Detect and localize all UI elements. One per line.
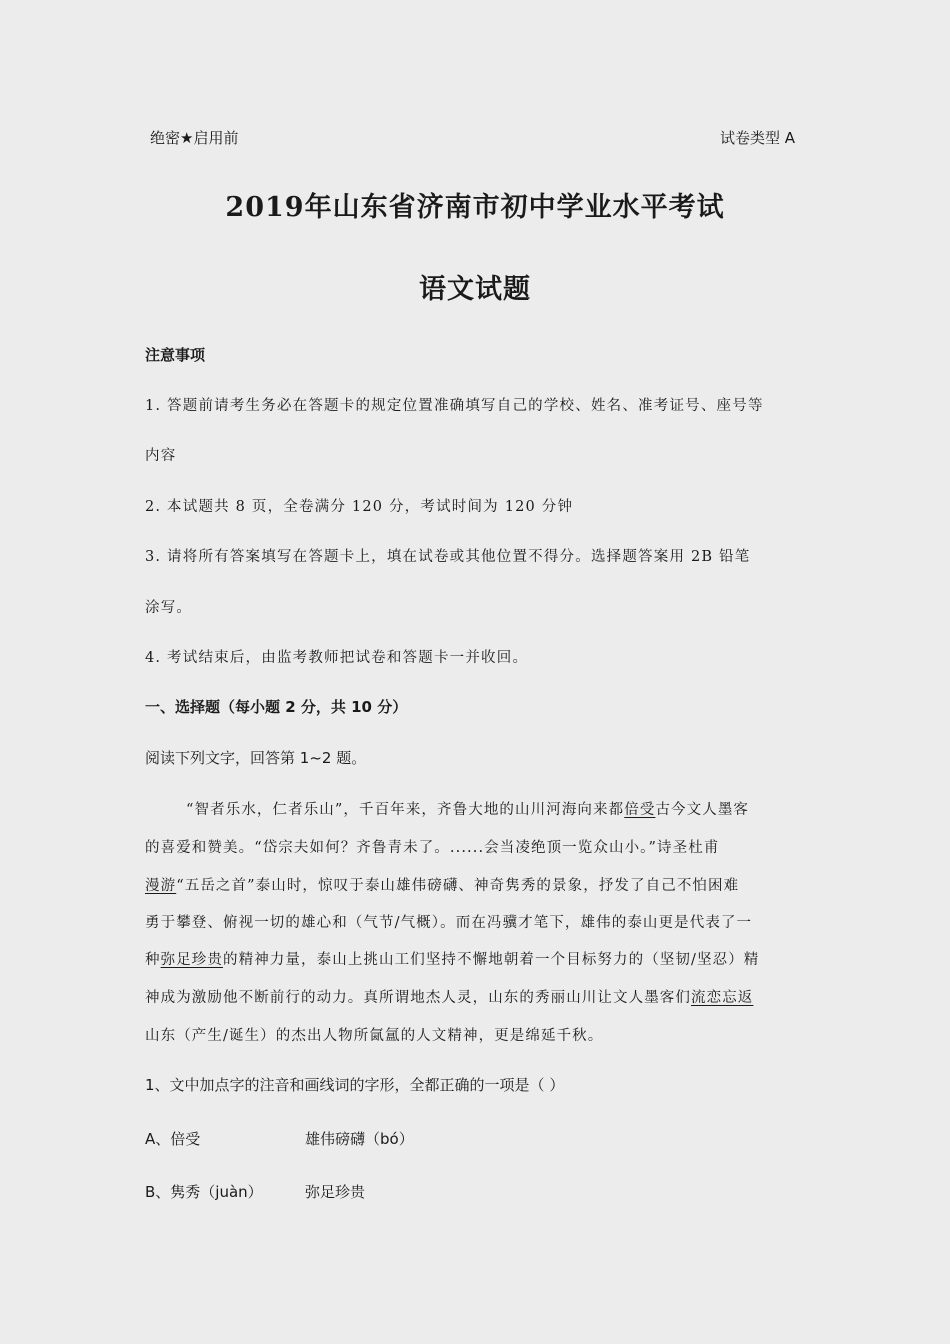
notice-line: 1. 答题前请考生务必在答题卡的规定位置准确填写自己的学校、姓名、准考证号、座号等 xyxy=(145,398,764,414)
option-a-text: 雄伟磅礴（bó） xyxy=(305,1130,414,1148)
passage-line: 神成为激励他不断前行的动力。真所谓地杰人灵，山东的秀丽山川让文人墨客们流恋忘返 xyxy=(145,990,754,1006)
passage-line: 勇于攀登、俯视一切的雄心和（气节/气概）。而在冯骥才笔下，雄伟的泰山更是代表了一 xyxy=(145,915,753,931)
exam-subtitle: 语文试题 xyxy=(419,274,531,305)
section-heading: 一、选择题（每小题 2 分，共 10 分） xyxy=(145,698,408,716)
underlined-word: 倍受 xyxy=(624,802,656,818)
passage-line: 种弥足珍贵的精神力量，泰山上挑山工们坚持不懈地朝着一个目标努力的（坚韧/坚忍）精 xyxy=(145,952,760,968)
exam-title: 2019年山东省济南市初中学业水平考试 xyxy=(225,192,725,223)
notice-line: 3. 请将所有答案填写在答题卡上，填在试卷或其他位置不得分。选择题答案用 2B 铅笔 xyxy=(145,549,751,565)
passage-line: 漫游“五岳之首”泰山时，惊叹于泰山雄伟磅礴、神奇隽秀的景象，抒发了自己不怕困难 xyxy=(145,878,740,894)
notice-line: 涂写。 xyxy=(145,600,193,616)
notice-line: 2. 本试题共 8 页，全卷满分 120 分，考试时间为 120 分钟 xyxy=(145,499,574,515)
underlined-word: 弥足珍贵 xyxy=(160,952,224,968)
notice-heading: 注意事项 xyxy=(145,346,206,364)
passage-line: 的喜爱和赞美。“岱宗夫如何？齐鲁青未了。......会当凌绝顶一览众山小。”诗圣杜甫 xyxy=(145,840,720,856)
passage-line: 山东（产生/诞生）的杰出人物所氤氲的人文精神，更是绵延千秋。 xyxy=(145,1028,604,1044)
underlined-word: 漫游 xyxy=(145,878,177,894)
underlined-word: 流恋忘返 xyxy=(691,990,754,1006)
notice-line: 内容 xyxy=(145,448,177,464)
option-a-label: A、倍受 xyxy=(145,1130,201,1148)
notice-line: 4. 考试结束后，由监考教师把试卷和答题卡一并收回。 xyxy=(145,650,529,666)
question-stem: 1、文中加点字的注音和画线词的字形，全都正确的一项是（ ） xyxy=(145,1076,565,1094)
passage-line: “智者乐水，仁者乐山”，千百年来，齐鲁大地的山川河海向来都倍受古今文人墨客 xyxy=(186,802,750,818)
option-b-label: B、隽秀（juàn） xyxy=(145,1183,263,1201)
paper-type-label: 试卷类型 A xyxy=(720,129,796,147)
confidential-label: 绝密★启用前 xyxy=(150,129,239,147)
option-b-text: 弥足珍贵 xyxy=(305,1183,366,1201)
section-instruction: 阅读下列文字，回答第 1~2 题。 xyxy=(145,749,367,767)
